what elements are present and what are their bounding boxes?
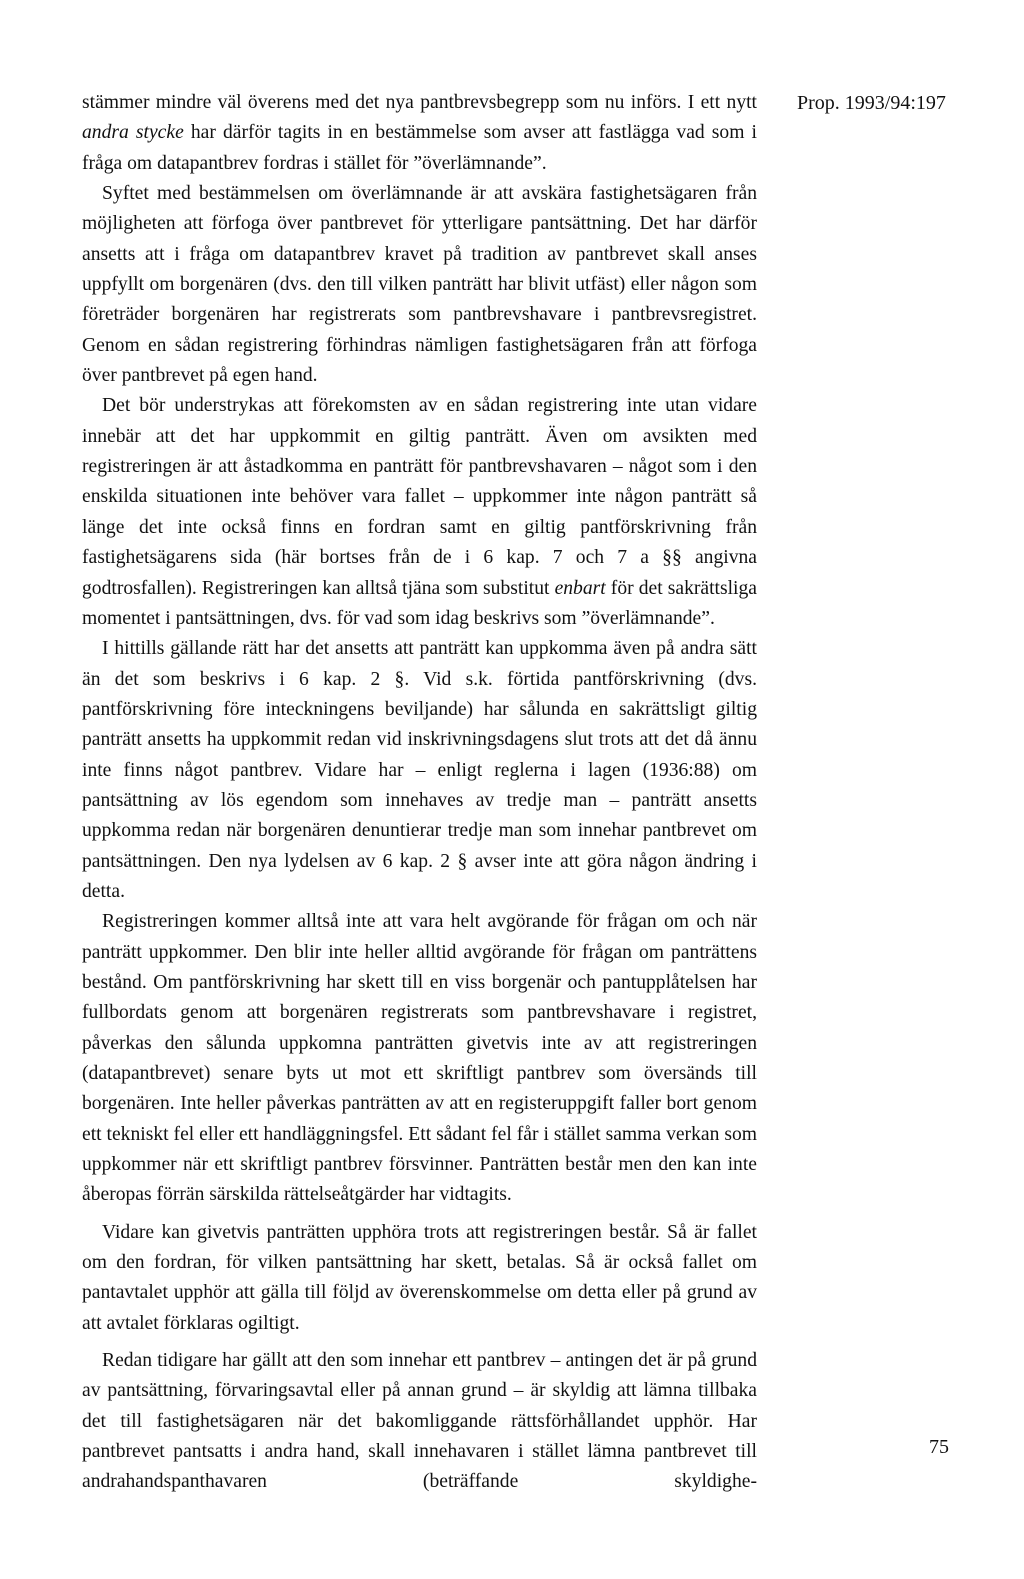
paragraph-3-text: Det bör understrykas att förekomsten av en sådan registrering inte utan vidare innebär att det har uppkommit en giltig panträtt. Även om avsikten med registreringen är att åstadkomma en panträtt för pantbrevshavaren – något som i den enskilda situationen inte behöver vara fallet – uppkommer inte någon panträtt så länge det inte också finns en fordran samt en giltig pantförskrivning från fastighetsägarens sida (här bortses från de i 6 kap. 7 och 7 a §§ angivna godtrosfallen). Registreringen kan alltså tjäna som substitut xyxy=(82,395,757,599)
paragraph-5: Registreringen kommer alltså inte att vara helt avgörande för frågan om och när panträtt uppkommer. Den blir inte heller alltid avgörande för frågan om panträttens bestånd. Om pantförskrivning har skett till en viss borgenär och pantupplåtelsen har fullbordats genom att borgenären registrerats som pantbrevshavare i registret, påverkas den sålunda uppkomna panträtten givetvis inte av att registreringen (datapantbrevet) senare byts ut mot ett skriftligt pantbrev som översänds till borgenären. Inte heller påverkas panträtten av att en registeruppgift faller bort genom ett tekniskt fel eller ett handläggningsfel. Ett sådant fel får i stället samma verkan som uppkommer när ett skriftligt pantbrev försvinner. Panträtten består men den kan inte åberopas förrän särskilda rättelseåtgärder har vidtagits. xyxy=(82,911,757,1206)
paragraph-3 xyxy=(82,391,757,634)
paragraph-6: Vidare kan givetvis panträtten upphöra trots att registreringen består. Så är fallet om den fordran, för vilken pantsättning har skett, betalas. Så är också fallet om pantavtalet upphör att gälla till följd av överenskommelse om detta eller på grund av att avtalet förklaras ogiltigt. xyxy=(82,1221,757,1334)
paragraph-1-text-cont: har därför tagits in en bestämmelse som avser att fastlägga vad som i fråga om datapantbrev fordras i stället för ”överlämnande”. xyxy=(82,122,757,174)
paragraph-3-text-cont: för det sakrättsliga momentet i pantsättningen, dvs. för vad som idag beskrivs som ”överlämnande”. xyxy=(82,577,757,629)
paragraph-2: Syftet med bestämmelsen om överlämnande är att avskära fastighetsägaren från möjligheten att förfoga över pantbrevet för ytterligare pantsättning. Det har därför ansetts att i fråga om datapantbrev kravet på tradition av pantbrevet skall anses uppfyllt om borgenären (dvs. den till vilken panträtt har blivit utfäst) eller någon som företräder borgenären har registrerats som pantbrevshavare i pantbrevsregistret. Genom en sådan registrering förhindras nämligen fastighetsägaren från att förfoga över pantbrevet på egen hand. xyxy=(82,183,757,387)
page-number: 75 xyxy=(929,1436,949,1458)
paragraph-7: Redan tidigare har gällt att den som innehar ett pantbrev – antingen det är på grund av pantsättning, förvaringsavtal eller på annan grund – är skyldig att lämna tillbaka det till fastighetsägaren när det bakomliggande rättsförhållandet upphör. Har pantbrevet pantsatts i andra hand, skall innehavaren i stället lämna pantbrevet till andrahandspanthavaren (beträffande skyldighe- xyxy=(82,1350,757,1493)
paragraph-1 xyxy=(82,88,757,179)
paragraph-1-emphasis: andra stycke xyxy=(82,122,184,144)
paragraph-4: I hittills gällande rätt har det ansetts att panträtt kan uppkomma även på andra sätt än det som beskrivs i 6 kap. 2 §. Vid s.k. förtida pantförskrivning (dvs. pantförskrivning före inteckningens beviljande) har sålunda en sakrättsligt giltig panträtt ansetts ha uppkommit redan vid inskrivningsdagens slut trots att det då ännu inte finns något pantbrev. Vidare har – enligt reglerna i lagen (1936:88) om pantsättning av lös egendom som innehaves av tredje man – panträtt ansetts uppkomma redan när borgenären denuntierar tredje man som innehar pantbrevet om pantsättningen. Den nya lydelsen av 6 kap. 2 § avser inte att göra någon ändring i detta. xyxy=(82,638,757,902)
body-text xyxy=(82,88,757,1498)
paragraph-1-text: stämmer mindre väl överens med det nya pantbrevsbegrepp som nu införs. I ett nytt xyxy=(82,92,757,113)
prop-reference: Prop. 1993/94:197 xyxy=(797,92,946,114)
paragraph-3-emphasis: enbart xyxy=(554,577,606,599)
